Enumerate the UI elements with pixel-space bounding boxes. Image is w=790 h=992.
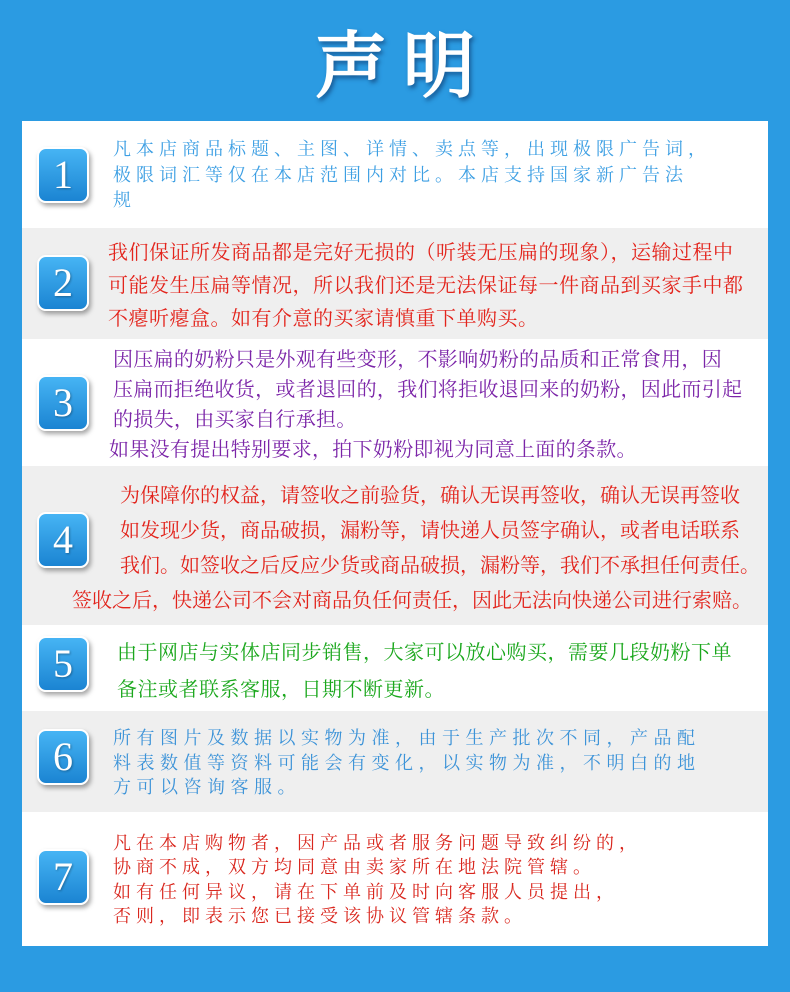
clause-line: 签收之后，快递公司不会对商品负任何责任，因此无法向快递公司进行索赔。 (72, 588, 752, 612)
clause-number-badge: 3 (37, 375, 89, 431)
clause-text (117, 634, 732, 708)
clause-text (113, 137, 711, 214)
clause-line: 因压扁的奶粉只是外观有些变形，不影响奶粉的品质和正常食用，因 (113, 347, 722, 371)
clause-1 (22, 121, 768, 228)
clause-line: 料表数值等资料可能会有变化，以实物为准，不明白的地 (113, 752, 701, 774)
clause-number-badge: 1 (37, 147, 89, 203)
clause-line: 我们。如签收之后反应少货或商品破损，漏粉等，我们不承担任何责任。 (120, 553, 760, 577)
clause-line: 备注或者联系客服，日期不断更新。 (117, 677, 445, 701)
clause-4 (22, 466, 768, 625)
clause-line: 可能发生压扁等情况，所以我们还是无法保证每一件商品到买家手中都 (108, 273, 744, 297)
clause-7 (22, 812, 768, 946)
clause-line: 如有任何异议，请在下单前及时向客服人员提出， (113, 881, 619, 903)
clause-3 (22, 339, 768, 466)
clause-line: 凡在本店购物者，因产品或者服务问题导致纠纷的， (113, 833, 642, 854)
clause-line: 凡本店商品标题、主图、详情、卖点等，出现极限广告词， (113, 139, 711, 160)
clause-line: 如果没有提出特别要求，拍下奶粉即视为同意上面的条款。 (109, 437, 637, 461)
clause-text (108, 236, 744, 335)
clause-line: 协商不成，双方均同意由卖家所在地法院管辖。 (113, 857, 596, 879)
clause-line: 否则，即表示您已接受该协议管辖条款。 (113, 905, 527, 927)
clause-number-badge: 4 (37, 512, 89, 568)
clause-text (109, 344, 743, 464)
clause-line: 不瘪听瘪盒。如有介意的买家请慎重下单购买。 (108, 306, 539, 330)
clause-line: 的损失，由买家自行承担。 (113, 407, 357, 431)
clause-5 (22, 625, 768, 711)
clause-line: 规 (113, 190, 136, 211)
clause-number-badge: 6 (37, 729, 89, 785)
clause-text (113, 727, 701, 801)
clause-line: 所有图片及数据以实物为准，由于生产批次不同，产品配 (113, 728, 701, 749)
clause-number-badge: 2 (37, 255, 89, 311)
clause-list (22, 121, 768, 946)
clause-number-badge: 5 (37, 636, 89, 692)
clause-line: 方可以咨询客服。 (113, 777, 301, 798)
clause-2 (22, 228, 768, 339)
clause-line: 压扁而拒绝收货，或者退回的，我们将拒收退回来的奶粉，因此而引起 (113, 377, 743, 401)
clause-text (113, 832, 642, 929)
declaration-title: 声明 (314, 24, 491, 108)
clause-line: 为保障你的权益，请签收之前验货，确认无误再签收，确认无误再签收 (120, 483, 740, 507)
clause-line: 如发现少货，商品破损，漏粉等，请快递人员签字确认，或者电话联系 (120, 518, 740, 542)
clause-line: 极限词汇等仅在本店范围内对比。本店支持国家新广告法 (113, 164, 688, 186)
clause-line: 我们保证所发商品都是完好无损的（听装无压扁的现象），运输过程中 (108, 240, 734, 264)
clause-line: 由于网店与实体店同步销售，大家可以放心购买，需要几段奶粉下单 (117, 640, 732, 664)
clause-6 (22, 711, 768, 812)
clause-text (72, 478, 760, 618)
clause-number-badge: 7 (37, 849, 89, 905)
